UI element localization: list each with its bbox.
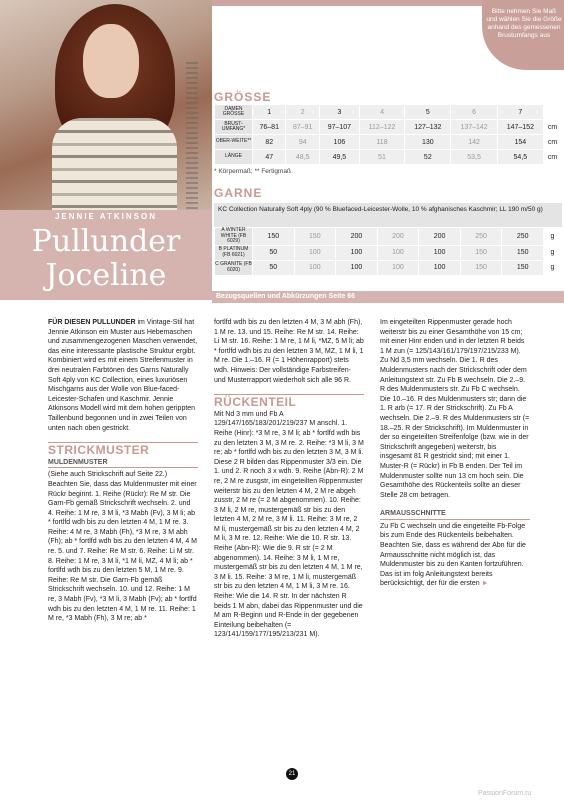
- yarn-cell: 150: [253, 228, 295, 246]
- size-unit: [544, 105, 562, 120]
- yarn-label: C GRANITE (FB 6020): [215, 260, 253, 275]
- intro-text: im Vintage-Stil hat Jennie Atkinson ein Muster aus Hebemaschen und zusammengezogenen Maschen verwendet, das eine interessante plastische Struktur ergibt. Kombiniert wird es mit einem Streifenmuster in drei neutralen Farbtönen des Garns Naturally Soft 4ply von KC Collection, eines luxuriösen Mischgarns aus der Wolle von Blue-faced-Leicester-Schafen und Kaschmir. Jennie Atkinsons Modell wird mit dem hohen gerippten Taillenbund begonnen und in zwei Teilen von unten nach oben gestrickt.: [48, 319, 198, 432]
- model-photo: [0, 0, 212, 210]
- yarn-cell: 50: [253, 245, 295, 260]
- size-cell: 94: [286, 135, 319, 150]
- yarn-cell: 100: [294, 260, 336, 275]
- notebook-binding: [186, 62, 198, 210]
- yarn-cell: 100: [336, 260, 378, 275]
- yarn-unit: g: [544, 260, 562, 275]
- armausschnitte-text: [380, 522, 530, 589]
- size-row: [215, 105, 562, 120]
- sources-banner: Bezugsquellen und Abkürzungen Seite 66: [212, 291, 564, 303]
- size-cell: 6: [451, 105, 497, 120]
- size-cell: 2: [286, 105, 319, 120]
- size-cell: 1: [253, 105, 286, 120]
- yarn-cell: 250: [460, 228, 502, 246]
- size-unit: cm: [544, 150, 562, 165]
- yarn-unit: g: [544, 245, 562, 260]
- size-label: LÄNGE: [215, 150, 253, 165]
- size-cell: 49,5: [319, 150, 359, 165]
- author-name: JENNIE ATKINSON: [54, 212, 157, 221]
- size-cell: 47: [253, 150, 286, 165]
- size-label: BRUST-UMFANG*: [215, 120, 253, 135]
- size-row: [215, 120, 562, 135]
- size-cell: 147–152: [497, 120, 543, 135]
- size-cell: 52: [405, 150, 451, 165]
- continue-arrow-icon: ►: [481, 580, 489, 588]
- size-row: [215, 150, 562, 165]
- column-1: [48, 318, 198, 624]
- yarn-cell: 200: [377, 228, 419, 246]
- size-cell: 97–107: [319, 120, 359, 135]
- yarn-row: [215, 245, 562, 260]
- size-cell: 7: [497, 105, 543, 120]
- yarn-description: KC Collection Naturally Soft 4ply (90 % Bluefaced-Leicester-Wolle, 10 % afghanisches Kaschmir; LL 190 m/50 g): [214, 203, 562, 227]
- strickmuster-heading: STRICKMUSTER: [48, 442, 198, 456]
- armausschnitte-heading: ARMAUSSCHNITTE: [380, 509, 530, 520]
- rueckenteil-text: Mit Nd 3 mm und Fb A 129/147/165/183/201/219/237 M anschl. 1. Reihe (Hinr): *3 M re, 3 M li; ab * fortlfd wdh bis zu den letzten 3 M, 3 M re. 2. Reihe: *3 M li, 3 M re; ab * fortlfd wdh bis zu den letzten 3 M, 3 M li. Diese 2 R bilden das Rippenmuster 3/3 ein. Die 1. und 2. R noch 3 x wdh. 9. Reihe (Abn-R): 2 M re, 2 M re zusgstr, im eingeteilten Rippenmuster weiterstr bis zu den letzten 4 M, 2 M re abgeh zusstr, 2 M re (= 2 M abgenommen). 10. Reihe: 3 M li, 2 M re, mustergemäß str bis zu den letzten 4 M, 2 M re, 3 M li. 11. Reihe: 3 M re, 2 M li, mustergemäß str bis zu den letzten 4 M, 2 M li, 3 M re. 12. Reihe: Wie die 10. R str. 13. Reihe (Abn-R): Wie die 9. R str (= 2 M abgenommen). 14. Reihe: 3 M li, 1 M re, mustergemäß str bis zu den letzten 4 M, 1 M re, 3 M li. 15. Reihe: 3 M re, 1 M li, mustergemäß str bis zu den letzten 4 M, 1 M li, 3 M re. 16. Reihe: Wie die 14. R str. In der nächsten R beids 1 M abn, dabei das Rippenmuster und die M am R-Beginn und R-Ende in der gegebenen Einteilung beibehalten (= 123/141/159/177/195/213/231 M).: [214, 410, 364, 639]
- yarn-cell: 150: [502, 260, 544, 275]
- yarn-label: A WINTER WHITE (FB 6029): [215, 228, 253, 246]
- muster-text: (Siehe auch Strickschrift auf Seite 22.) Beachten Sie, dass das Muldenmuster mit einer Rückr beginnt. 1. Reihe (Rückr): Re M str. Die Garn-Fb gemäß Strickschrift wechseln. 2. und 4. Reihe: 1 M re, 3 M li, *3 Mabh (Fv), 3 M li; ab * fortlfd wdh bis zu den letzten 4 M, 1 M re. 3. Reihe: 4 M re, 3 Mabh (Fh), *3 M re, 3 M abh (Fh); ab * fortlfd wdh bis zu den letzten 4 M, 4 M re. 5. und 7. Reihe: Re M str. 6. Reihe: Li M str. 8. Reihe: 1 M re, 3 M li, *1 M li, MZ, 4 M li; ab * fortlfd wdh bis zu den letzten 5 M, 1 M re. 9. Reihe: Re M str. Die Garn-Fb gemäß Strickschrift wechseln. 10. und 12. Reihe: 1 M re, 3 Mabh (Fv), *3 M li, 3 Mabh (Fv); ab * fortlfd wdh bis zu den letzten 4 M, 1 M re. 11. Reihe: 1 M re, *3 Mabh (Fh), 3 M re; ab *: [48, 471, 198, 623]
- column-2: [214, 318, 364, 640]
- yarn-cell: 50: [253, 260, 295, 275]
- size-label: DAMEN GRÖSSE: [215, 105, 253, 120]
- size-cell: 5: [405, 105, 451, 120]
- size-row: [215, 135, 562, 150]
- yarn-cell: 100: [419, 260, 461, 275]
- sizes-table: [214, 104, 562, 165]
- watermark: PassionForum.ru: [478, 790, 532, 797]
- yarn-cell: 200: [419, 228, 461, 246]
- yarn-label: B PLATINUM (FB 6021): [215, 245, 253, 260]
- yarn-cell: 250: [502, 228, 544, 246]
- yarn-cell: 100: [419, 245, 461, 260]
- size-unit: cm: [544, 135, 562, 150]
- yarn-table: [214, 227, 562, 276]
- size-cell: 54,5: [497, 150, 543, 165]
- size-cell: 87–91: [286, 120, 319, 135]
- yarn-unit: g: [544, 228, 562, 246]
- size-cell: 76–81: [253, 120, 286, 135]
- title-line-1: Pullunder: [31, 224, 181, 259]
- size-cell: 137–142: [451, 120, 497, 135]
- size-cell: 51: [359, 150, 404, 165]
- size-cell: 4: [359, 105, 404, 120]
- size-cell: 112–122: [359, 120, 404, 135]
- armausschnitte-body: Zu Fb C wechseln und die eingeteilte Fb-Folge bis zum Ende des Rückenteils beibehalten. Beachten Sie, dass es während der Abn für die Armausschnitte nicht möglich ist, das Muldenmuster bis zu den Kanten fortzuführen. Das ist im folg Anleitungstext bereits berücksichtigt, der für die ersten: [380, 522, 526, 588]
- intro-bold: FÜR DIESEN PULLUNDER: [48, 319, 136, 326]
- yarn-cell: 150: [460, 260, 502, 275]
- column-3: [380, 318, 530, 589]
- size-unit: cm: [544, 120, 562, 135]
- rueckenteil-continued: Im eingeteilten Rippenmuster gerade hoch weiterstr bis zu einer Gesamthöhe von 15 cm; mit einer Hinr enden und in der letzten R beids 1 M zun (= 125/143/161/179/197/215/233 M). Zu Nd 3,5 mm wechseln. Die 1. R des Muldenmusters nach der Strickschrift oder dem Anleitungstext str. Zu Fb B wechseln. Die 2.–9. R des Muldenmusters str. Zu Fb C wechseln. Die 10.–16. R des Muldenmusters str; dann die 1. R arb (= 17. R der Strickschrift). Zu Fb A wechseln. Die 2.–9. R des Muldenmusters str (= 18.–25. R der Strickschrift). Im Muldenmuster in der so eingeteilten Streifenfolge (bzw. wie in der Strickschrift angegeben) weiterstr, bis insgesamt 81 R gestrickt sind; mit einer 1. Muster-R (= Rückr) in Fb B enden. Der Teil im Muldenmuster sollte nun 13 cm hoch sein. Die Gesamthöhe des Rückenteils sollte an dieser Stelle 28 cm betragen.: [380, 319, 530, 499]
- muldenmuster-subheading: MULDENMUSTER: [48, 458, 198, 469]
- size-cell: 154: [497, 135, 543, 150]
- muster-continued: fortlfd wdh bis zu den letzten 4 M, 3 M abh (Fh), 1 M re. 13. und 15. Reihe: Re M str. 14. Reihe: Li M str. 16. Reihe: 1 M re, 1 M li, *MZ, 5 M li; ab * fortlfd wdh bis zu den letzten 3 M, MZ, 1 M li, 1 M re. Die 1.–16. R (= 1 Höhenrapport) stets wdh. Hinweis: Der vollständige Farbstreifen- und Musterrapport wiederholt sich alle 96 R.: [214, 319, 364, 384]
- yarn-row: [215, 260, 562, 275]
- size-cell: 127–132: [405, 120, 451, 135]
- page-number: 21: [286, 768, 298, 780]
- model-face: [83, 24, 139, 98]
- yarn-cell: 100: [377, 245, 419, 260]
- size-cell: 48,5: [286, 150, 319, 165]
- size-label: OBER-WEITE**: [215, 135, 253, 150]
- size-cell: 130: [405, 135, 451, 150]
- size-cell: 3: [319, 105, 359, 120]
- rueckenteil-heading: RÜCKENTEIL: [214, 394, 364, 408]
- size-cell: 82: [253, 135, 286, 150]
- yarn-cell: 150: [502, 245, 544, 260]
- yarn-cell: 150: [460, 245, 502, 260]
- yarn-cell: 100: [336, 245, 378, 260]
- size-cell: 106: [319, 135, 359, 150]
- measure-badge: Bitte nehmen Sie Maß und wählen Sie die Größe anhand des gemessenen Brustumfangs aus: [482, 0, 564, 70]
- yarn-cell: 100: [294, 245, 336, 260]
- sizes-heading: GRÖSSE: [214, 90, 272, 104]
- striped-pullover: [52, 118, 177, 210]
- yarn-cell: 200: [336, 228, 378, 246]
- footnote: * Körpermaß; ** Fertigmaß: [214, 168, 291, 175]
- size-cell: 142: [451, 135, 497, 150]
- yarn-row: [215, 228, 562, 246]
- size-cell: 118: [359, 135, 404, 150]
- yarn-heading: GARNE: [214, 186, 263, 200]
- title-line-2: Joceline: [45, 258, 167, 293]
- yarn-cell: 100: [377, 260, 419, 275]
- size-cell: 53,5: [451, 150, 497, 165]
- intro-paragraph: [48, 318, 198, 433]
- yarn-cell: 150: [294, 228, 336, 246]
